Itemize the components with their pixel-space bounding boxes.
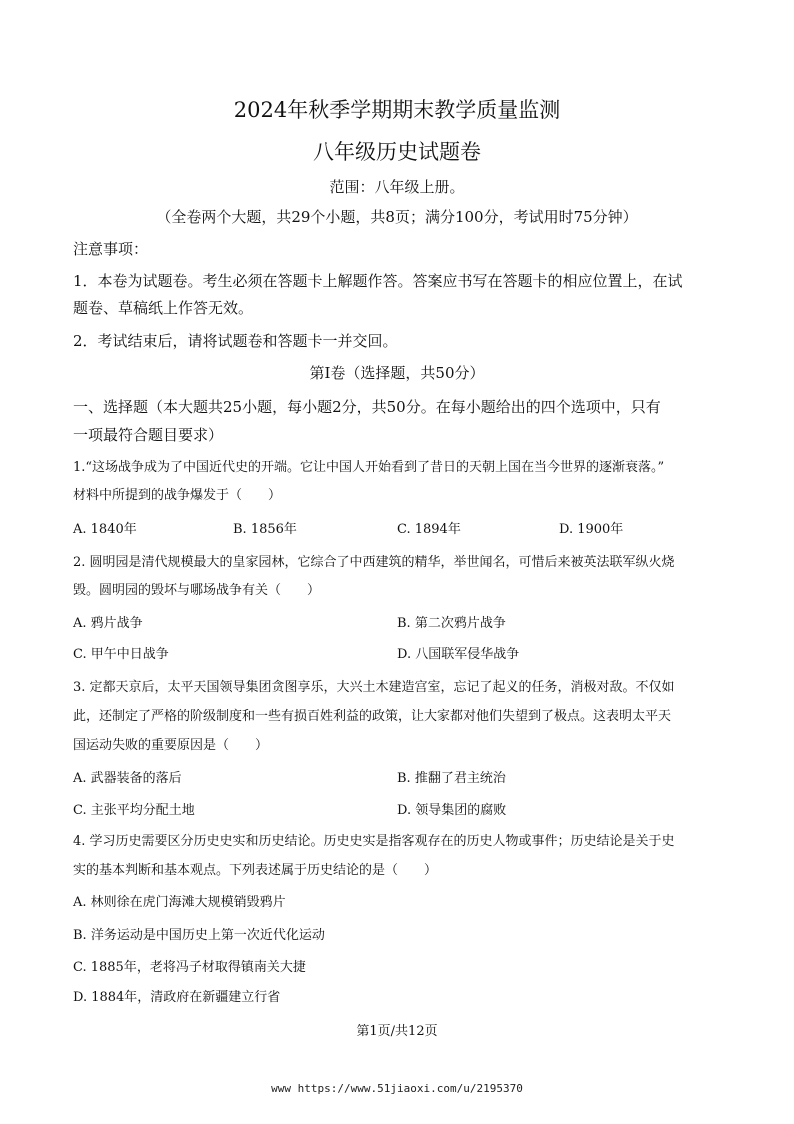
question-4-line-1: 4. 学习历史需要区分历史史实和历史结论。历史史实是指客观存在的历史人物或事件；历史结论是关于史: [73, 834, 675, 849]
question-2-line-2: 毁。圆明园的毁坏与哪场战争有关（ ）: [73, 583, 321, 598]
question-2-option-c: C. 甲午中日战争: [73, 647, 169, 662]
question-1-option-c: C. 1894年: [397, 522, 461, 537]
exam-title: 2024年秋季学期期末教学质量监测: [233, 98, 561, 122]
exam-subtitle: 八年级历史试题卷: [313, 140, 481, 164]
note-item-2: 2．考试结束后，请将试题卷和答题卡一并交回。: [73, 332, 398, 350]
question-2-option-d: D. 八国联军侵华战争: [397, 647, 520, 662]
question-3-line-3: 国运动失败的重要原因是（ ）: [73, 738, 269, 753]
question-3-line-2: 此，还制定了严格的阶级制度和一些有损百姓利益的政策，让大家都对他们失望到了极点。这表明太平天: [73, 709, 672, 724]
section-intro-line-2: 一项最符合题目要求）: [73, 426, 224, 444]
question-1-line-1: 1.“这场战争成为了中国近代史的开端。它让中国人开始看到了昔日的天朝上国在当今世界的逐渐衰落。”: [73, 460, 665, 475]
source-watermark: www https://www.51jiaoxi.com/u/2195370: [271, 1082, 523, 1095]
question-3-option-a: A. 武器装备的落后: [73, 771, 182, 786]
question-4-line-2: 实的基本判断和基本观点。下列表述属于历史结论的是（ ）: [73, 863, 438, 878]
question-1-line-2: 材料中所提到的战争爆发于（ ）: [73, 488, 282, 503]
note-item-1-line-1: 1．本卷为试题卷。考生必须在答题卡上解题作答。答案应书写在答题卡的相应位置上，在试: [73, 272, 683, 290]
question-2-option-a: A. 鸦片战争: [73, 616, 143, 631]
question-3-option-d: D. 领导集团的腐败: [397, 803, 507, 818]
question-3-option-b: B. 推翻了君主统治: [397, 771, 506, 786]
question-4-option-b: B. 洋务运动是中国历史上第一次近代化运动: [73, 928, 325, 943]
question-3-option-c: C. 主张平均分配土地: [73, 803, 195, 818]
section-heading: 第Ⅰ卷（选择题，共50分）: [309, 364, 485, 382]
question-1-option-a: A. 1840年: [73, 522, 137, 537]
question-4-option-d: D. 1884年，清政府在新疆建立行省: [73, 990, 281, 1005]
question-1-option-b: B. 1856年: [233, 522, 297, 537]
exam-scope: 范围：八年级上册。: [329, 178, 465, 196]
question-4-option-c: C. 1885年，老将冯子材取得镇南关大捷: [73, 960, 306, 975]
question-2-option-b: B. 第二次鸦片战争: [397, 616, 506, 631]
question-1-option-d: D. 1900年: [559, 522, 624, 537]
notes-heading: 注意事项：: [73, 240, 149, 258]
question-4-option-a: A. 林则徐在虎门海滩大规模销毁鸦片: [73, 895, 286, 910]
note-item-1-line-2: 题卷、草稿纸上作答无效。: [73, 299, 254, 317]
exam-info: （全卷两个大题，共29个小题，共8页；满分100分，考试用时75分钟）: [156, 208, 638, 226]
question-3-line-1: 3. 定都天京后，太平天国领导集团贪图享乐，大兴土木建造宫室，忘记了起义的任务，消极对敌。不仅如: [73, 680, 675, 695]
section-intro-line-1: 一、选择题（本大题共25小题，每小题2分，共50分。在每小题给出的四个选项中，只有: [73, 398, 661, 416]
page-number: 第1页/共12页: [356, 1024, 438, 1039]
question-2-line-1: 2. 圆明园是清代规模最大的皇家园林，它综合了中西建筑的精华，举世闻名，可惜后来被英法联军纵火烧: [73, 555, 675, 570]
